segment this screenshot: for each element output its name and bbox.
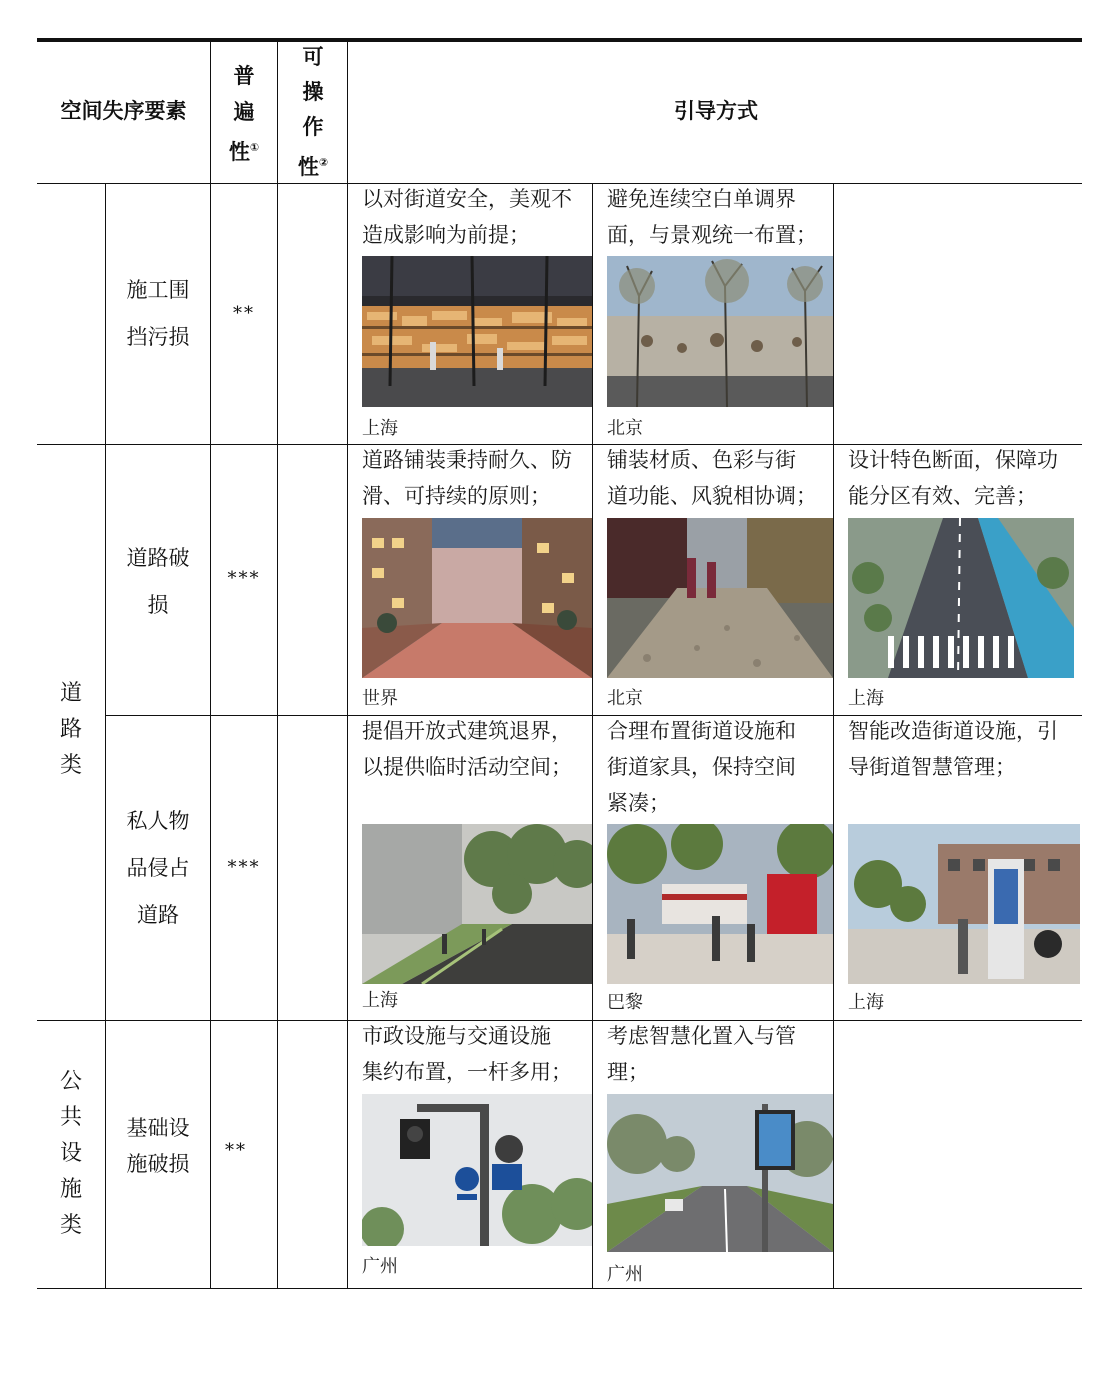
row4-universality: ** [225,1140,247,1161]
col-guide2-left [592,183,593,1289]
row2-guide2-city: 北京 [607,688,643,709]
row3-guide1-city: 上海 [362,990,398,1011]
row2-guide1-text: 道路铺装秉持耐久、防 滑、可持续的原则； [362,448,572,508]
header-operability: 可 操 作 性② [297,45,329,179]
traffic-pole-photo [362,1094,592,1246]
decorated-wall-photo [607,256,833,407]
col-guide-left [347,42,348,1289]
table-bottom-rule [37,1288,1082,1289]
row4-guide2-text: 考虑智慧化置入与管 理； [607,1024,796,1084]
row2-guide2-text: 铺装材质、色彩与街 道功能、风貌相协调； [607,448,817,508]
green-boulevard-photo [362,824,592,984]
row1-guide1-text: 以对街道安全，美观不 造成影响为前提； [362,187,572,247]
row2-guide3-city: 上海 [848,688,884,709]
row2-guide1-city: 世界 [362,688,398,709]
row3-guide3-city: 上海 [848,992,884,1013]
row3-guide3-text: 智能改造街道设施，引 导街道智慧管理； [848,719,1058,779]
row1-universality: ** [233,303,255,324]
construction-hoarding-photo [362,256,592,407]
lit-street-photo [362,518,592,678]
smart-pole-road-photo [607,1094,833,1252]
col-element-left [105,183,106,1289]
paved-walkway-photo [607,518,833,678]
col-univ-left [210,42,211,1289]
col-guide3-left [833,183,834,1289]
row3-guide1-text: 提倡开放式建筑退界， 以提供临时活动空间； [362,719,572,779]
row3-guide2-text: 合理布置街道设施和 街道家具，保持空间 紧凑； [607,719,796,815]
table-top-rule [37,38,1082,42]
street-furniture-photo [607,824,833,984]
row1-guide1-city: 上海 [362,418,398,439]
row1-guide2-city: 北京 [607,418,643,439]
col-oper-left [277,42,278,1289]
category-public-facilities: 公 共 设 施 类 [59,1069,82,1238]
row3-universality: *** [227,857,261,878]
row2-guide3-text: 设计特色断面，保障功 能分区有效、完善； [848,448,1058,508]
row3-guide2-city: 巴黎 [607,992,643,1013]
smart-kiosk-photo [848,824,1080,984]
aerial-road-photo [848,518,1074,678]
row2-universality: *** [227,568,261,589]
header-element: 空间失序要素 [60,99,187,123]
row4-guide1-text: 市政设施与交通设施 集约布置，一杆多用； [362,1024,572,1084]
row4-element: 基础设 施破损 [126,1116,190,1176]
row2-element: 道路破 损 [126,546,190,617]
header-guidance: 引导方式 [674,99,758,123]
header-universality: 普 遍 性① [228,64,260,164]
row1-element: 施工围 挡污损 [126,278,190,349]
category-road: 道 路 类 [59,681,82,778]
row4-guide1-city: 广州 [362,1256,398,1277]
row4-guide2-city: 广州 [607,1264,643,1285]
row3-element: 私人物 品侵占 道路 [126,809,190,927]
row1-guide2-text: 避免连续空白单调界 面，与景观统一布置； [607,187,817,247]
